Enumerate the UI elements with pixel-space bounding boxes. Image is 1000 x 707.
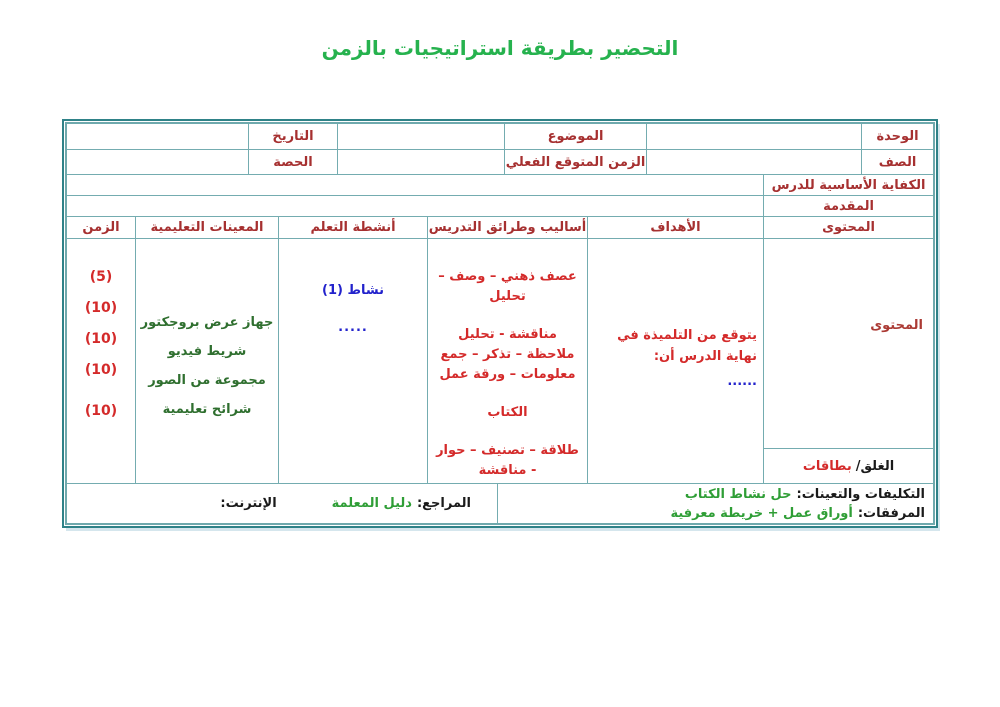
- objectives-dots: ......: [727, 374, 757, 389]
- period-value-cell: [67, 150, 248, 174]
- methods-line: طلاقة – تصنيف – حوار - مناقشة: [436, 443, 579, 478]
- assignments-label: التكليفات والتعينات:: [796, 486, 925, 502]
- attachments-line: [498, 504, 925, 523]
- aid-item: جهاز عرض بروجكتور: [140, 315, 274, 330]
- competency-value-cell: [67, 175, 763, 195]
- internet-label: الإنترنت:: [220, 496, 277, 511]
- references-value: دليل المعلمة: [331, 496, 412, 511]
- info-row-class: [67, 150, 933, 175]
- unit-label: الوحدة: [861, 124, 933, 149]
- activity-dots: .....: [338, 320, 368, 335]
- subject-value-cell: [337, 124, 504, 149]
- header-content: المحتوى: [763, 217, 933, 238]
- intro-row: [67, 196, 933, 217]
- header-aids: المعينات التعليمية: [135, 217, 278, 238]
- methods-line: مناقشة - تحليل: [458, 327, 557, 342]
- header-objectives: الأهداف: [587, 217, 763, 238]
- methods-line: ملاحظة – تذكر – جمع معلومات – ورقة عمل: [439, 347, 576, 382]
- time-item: (5): [89, 269, 113, 285]
- methods-cell: [427, 239, 587, 483]
- assignments-cell: [497, 484, 933, 523]
- content-body-label: المحتوى: [870, 318, 923, 333]
- time-item: (10): [84, 300, 118, 316]
- methods-line: الكتاب: [487, 405, 528, 420]
- closing-label: الغلق/: [855, 458, 895, 474]
- intro-label: المقدمة: [763, 196, 933, 216]
- class-label: الصف: [861, 150, 933, 174]
- competency-row: [67, 175, 933, 196]
- page-title: التحضير بطريقة استراتيجيات بالزمن: [321, 36, 679, 60]
- references-line: [332, 496, 471, 511]
- closing-value: بطاقات: [802, 458, 852, 474]
- competency-label: الكفاية الأساسية للدرس: [763, 175, 933, 195]
- time-cell: [67, 239, 135, 483]
- lesson-plan-table: [62, 119, 938, 528]
- column-header-row: [67, 217, 933, 239]
- class-value-cell: [646, 150, 861, 174]
- content-column: [763, 239, 933, 483]
- date-value-cell: [67, 124, 248, 149]
- activities-cell: [278, 239, 427, 483]
- attachments-label: المرفقات:: [857, 505, 925, 521]
- objectives-text: يتوقع من التلميذة في نهاية الدرس أن:: [617, 328, 757, 364]
- date-label: التاريخ: [248, 124, 337, 149]
- references-cell: [67, 484, 497, 523]
- closing-cell: [764, 449, 933, 483]
- unit-value-cell: [646, 124, 861, 149]
- expected-time-label: الزمن المتوقع الفعلي: [504, 150, 646, 174]
- header-time: الزمن: [82, 220, 120, 235]
- activity-title: نشاط (1): [322, 283, 384, 298]
- footer-row: [67, 484, 933, 523]
- expected-time-value-cell: [337, 150, 504, 174]
- content-cell: [764, 239, 933, 449]
- subject-label: الموضوع: [504, 124, 646, 149]
- aid-item: شرائح تعليمية: [162, 402, 252, 417]
- assignments-value: حل نشاط الكتاب: [684, 486, 792, 502]
- attachments-value: أوراق عمل + خريطة معرفية: [670, 505, 853, 521]
- aids-cell: [135, 239, 278, 483]
- aid-item: مجموعة من الصور: [148, 373, 266, 388]
- intro-value-cell: [67, 196, 763, 216]
- time-item: (10): [84, 403, 118, 419]
- assignments-line: [498, 485, 925, 504]
- header-methods: أساليب وطرائق التدريس: [427, 217, 587, 238]
- methods-line: عصف ذهني – وصف – تحليل: [438, 269, 577, 304]
- objectives-cell: [587, 239, 763, 483]
- references-label: المراجع:: [416, 496, 471, 511]
- time-item: (10): [84, 362, 118, 378]
- period-label: الحصة: [248, 150, 337, 174]
- body-row: [67, 239, 933, 484]
- aid-item: شريط فيديو: [167, 344, 247, 359]
- header-activities: أنشطة التعلم: [278, 217, 427, 238]
- time-item: (10): [84, 331, 118, 347]
- lesson-plan-table-inner: [65, 122, 935, 525]
- info-row-unit: [67, 124, 933, 150]
